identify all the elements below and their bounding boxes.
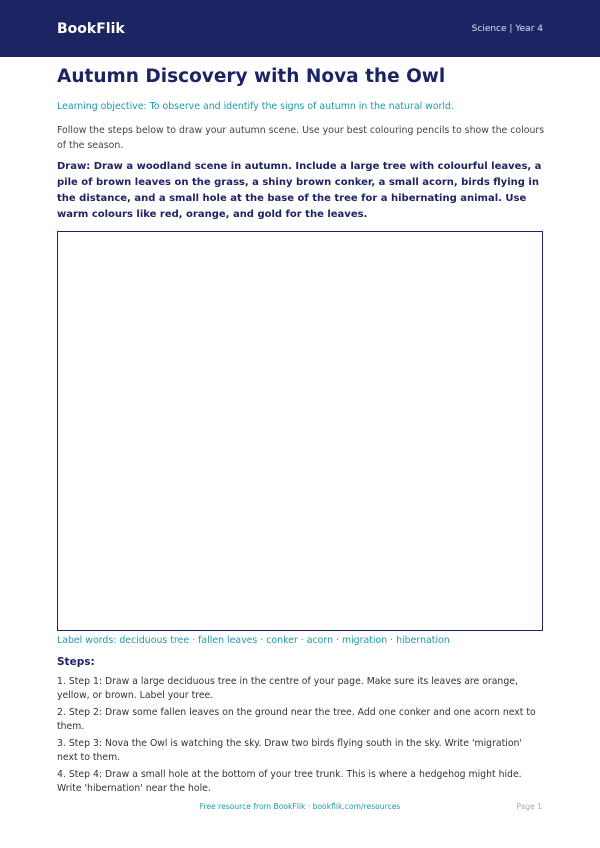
- page-title: Autumn Discovery with Nova the Owl: [57, 66, 446, 87]
- intro-text: Follow the steps below to draw your autumn scene. Use your best colouring pencils to show the colours of the season.: [57, 125, 545, 151]
- meta-separator: |: [509, 23, 513, 34]
- step-item: 4. Step 4: Draw a small hole at the bottom of your tree trunk. This is where a hedgehog might hide. Write 'hibernation' near the hole.: [57, 769, 522, 794]
- label-words: Label words: deciduous tree · fallen leaves · conker · acorn · migration · hibernation: [57, 635, 450, 646]
- subject-label: Science: [471, 23, 507, 34]
- draw-prompt: Draw: Draw a woodland scene in autumn. Include a large tree with colourful leaves, a pile of brown leaves on the grass, a shiny brown conker, a small acorn, birds flying in the distance, and a small hole at the base of the tree for a hibernating animal. Use warm colours like red, orange, and gold for the leaves.: [57, 161, 542, 220]
- step-item: 3. Step 3: Nova the Owl is watching the sky. Draw two birds flying south in the sky. Write 'migration' next to them.: [57, 738, 522, 763]
- step-item: 2. Step 2: Draw some fallen leaves on the ground near the tree. Add one conker and one acorn next to them.: [57, 707, 536, 732]
- header-bar: [0, 0, 600, 57]
- steps-list: [57, 675, 545, 799]
- steps-heading: Steps:: [57, 656, 95, 668]
- drawing-area[interactable]: [57, 231, 543, 631]
- step-item: 1. Step 1: Draw a large deciduous tree in the centre of your page. Make sure its leaves are orange, yellow, or brown. Label your tree.: [57, 676, 518, 701]
- learning-objective: Learning objective: To observe and identify the signs of autumn in the natural world.: [57, 101, 454, 112]
- year-label: Year 4: [515, 23, 543, 34]
- page-number: Page 1: [516, 802, 542, 811]
- brand-logo[interactable]: BookFlik: [57, 20, 125, 37]
- footer-text[interactable]: Free resource from BookFlik · bookflik.com/resources: [199, 802, 401, 811]
- header-meta: [472, 24, 543, 34]
